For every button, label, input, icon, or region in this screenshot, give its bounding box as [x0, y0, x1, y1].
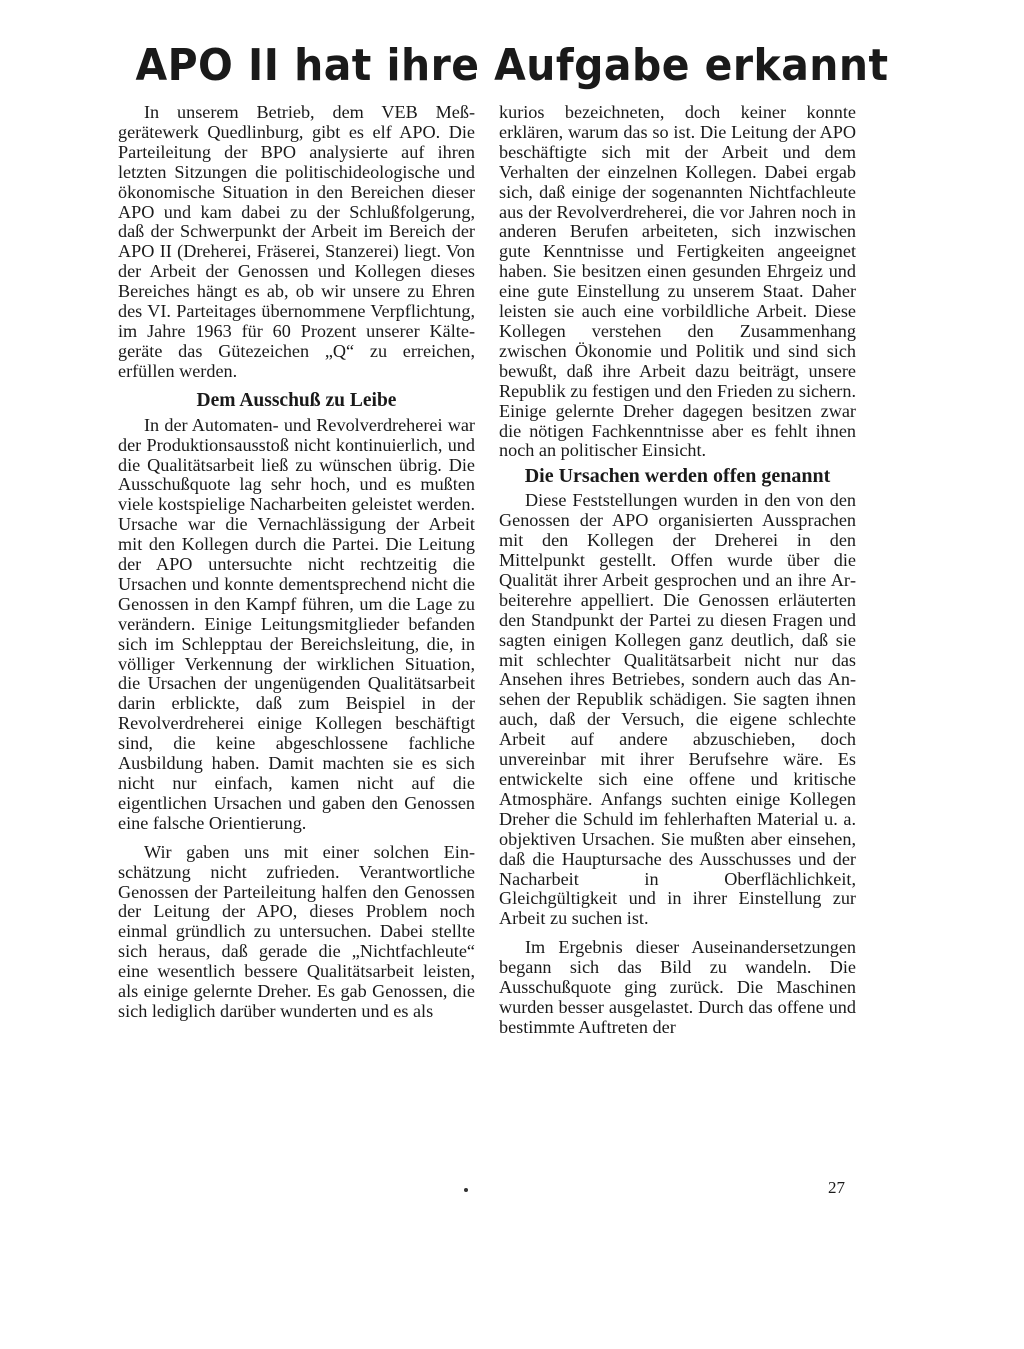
left-column [118, 103, 475, 1022]
article-headline: APO II hat ihre Aufgabe erkannt [135, 40, 889, 91]
section-heading-ursachen: Die Ursachen werden offen genannt [524, 465, 831, 488]
section-heading-ausschuss: Dem Ausschuß zu Leibe [196, 389, 397, 411]
body-paragraph: Im Ergebnis dieser Auseinandersetzungen begann sich das Bild zu wandeln. Die Ausschußquote ging zurück. Die Maschinen wurden besser ausgelastet. Durch das offene und bestimmte Auftreten der [499, 937, 856, 1037]
right-column [499, 103, 856, 1038]
body-paragraph: In der Automaten- und Revolverdreherei war der Produktionsausstoß nicht kontinuierlich, und die Qualitätsarbeit ließ zu wünschen übrig. Die Ausschußquote lag sehr hoch, und es mußten viele kostspielige Nacharbeiten geleistet werden. Ursache war die Vernachlässigung der Arbeit mit den Kollegen durch die Partei. Die Leitung der APO untersuchte nicht rechtzeitig die Ursachen und konnte dementsprechend nicht die Genossen in den Kampf führen, um die Lage zu verändern. Einige Leitungsmitglieder befanden sich im Schlepptau der Bereichsleitung, die, in völliger Verkennung der wirklichen Situation, die Ursachen der ungenügenden Qualitätsarbeit darin erblickte, daß zum Beispiel in der Revolverdreherei einige Kollegen beschäftigt sind, die keine abgeschlossene fachliche Ausbildung haben. Damit machten sie es sich nicht nur einfach, kamen nicht auf die eigentlichen Ursachen und gaben den Genossen eine falsche Orientierung. [118, 414, 475, 833]
body-paragraph: Wir gaben uns mit einer solchen Einschätzung nicht zufrieden. Verantwortliche Genossen der Parteileitung halfen den Genossen der Leitung der APO, dieses Problem noch einmal gründlich zu untersuchen. Dabei stellte sich heraus, daß gerade die „Nichtfachleute“ eine wesentlich bessere Qualitätsarbeit leisten, als einige gelernte Dreher. Es gab Genossen, die sich lediglich darüber wunderten und es als [118, 841, 475, 1021]
body-paragraph: kurios bezeichneten, doch keiner konnte erklären, warum das so ist. Die Leitung der APO beschäftigte sich mit der Arbeit und dem Verhalten der einzelnen Kollegen. Dabei ergab sich, daß einige der sogenannten Nichtfachleute aus der Revolverdreherei, die vor Jahren noch in anderen Berufen arbeiteten, sich inzwischen gute Kenntnisse und Fertigkeiten angeeignet haben. Sie besitzen einen gesunden Ehrgeiz und eine gute Einstellung zu unserem Staat. Daher leisten sie auch eine vorbildliche Arbeit. Diese Kollegen verstehen den Zusammenhang zwischen Ökonomie und Politik und sind sich bewußt, daß ihre Arbeit dazu beiträgt, unsere Republik zu festigen und den Frieden zu sichern. Einige gelernte Dreher dagegen besitzen zwar die nötigen Fachkenntnisse aber es fehlt ihnen noch an politischer Einsicht. [499, 102, 856, 461]
print-dot [464, 1188, 468, 1192]
body-paragraph: Diese Feststellungen wurden in den von den Genossen der APO organisierten Aussprachen mit den Kollegen der Dreherei in den Mittelpunkt gestellt. Offen wurde über die Qualität ihrer Arbeit gesprochen und an ihre Arbeiterehre appelliert. Die Genossen erläuterten den Standpunkt der Partei zu diesen Fragen und sagten einigen Kollegen ganz deutlich, daß sie mit schlechter Qualitätsarbeit nicht nur das Ansehen ihres Betriebes, sondern auch das Ansehen der Republik schädigen. Sie sagten ihnen auch, daß der Versuch, die eigene schlechte Arbeit auf andere abzuschieben, doch unvereinbar mit ihrer Berufsehre wäre. Es entwickelte sich eine offene und kritische Atmosphäre. Anfangs suchten einige Kollegen Dreher die Schuld im fehlerhaften Material u. a. objektiven Ursachen. Sie mußten aber einsehen, daß die Hauptursache des Ausschusses und der Nacharbeit in Oberflächlichkeit, Gleichgültigkeit und in ihrer Einstellung zur Arbeit zu suchen ist. [499, 490, 856, 929]
intro-paragraph: In unserem Betrieb, dem VEB Meßgerätewerk Quedlinburg, gibt es elf APO. Die Parteileitung der BPO analysierte auf ihren letzten Sitzungen die politischideologische und ökonomische Situation in den Bereichen dieser APO und kam dabei zu der Schlußfolgerung, daß der Schwerpunkt der Arbeit im Bereich der APO II (Dreherei, Fräserei, Stanzerei) liegt. Von der Arbeit der Genossen und Kollegen dieses Bereiches hängt es ab, ob wir unsere zu Ehren des VI. Parteitages übernommene Verpflichtung, im Jahre 1963 für 60 Prozent unserer Kältegeräte das Gütezeichen „Q“ zu erreichen, erfüllen werden. [118, 102, 475, 381]
page-number: 27 [828, 1178, 845, 1197]
